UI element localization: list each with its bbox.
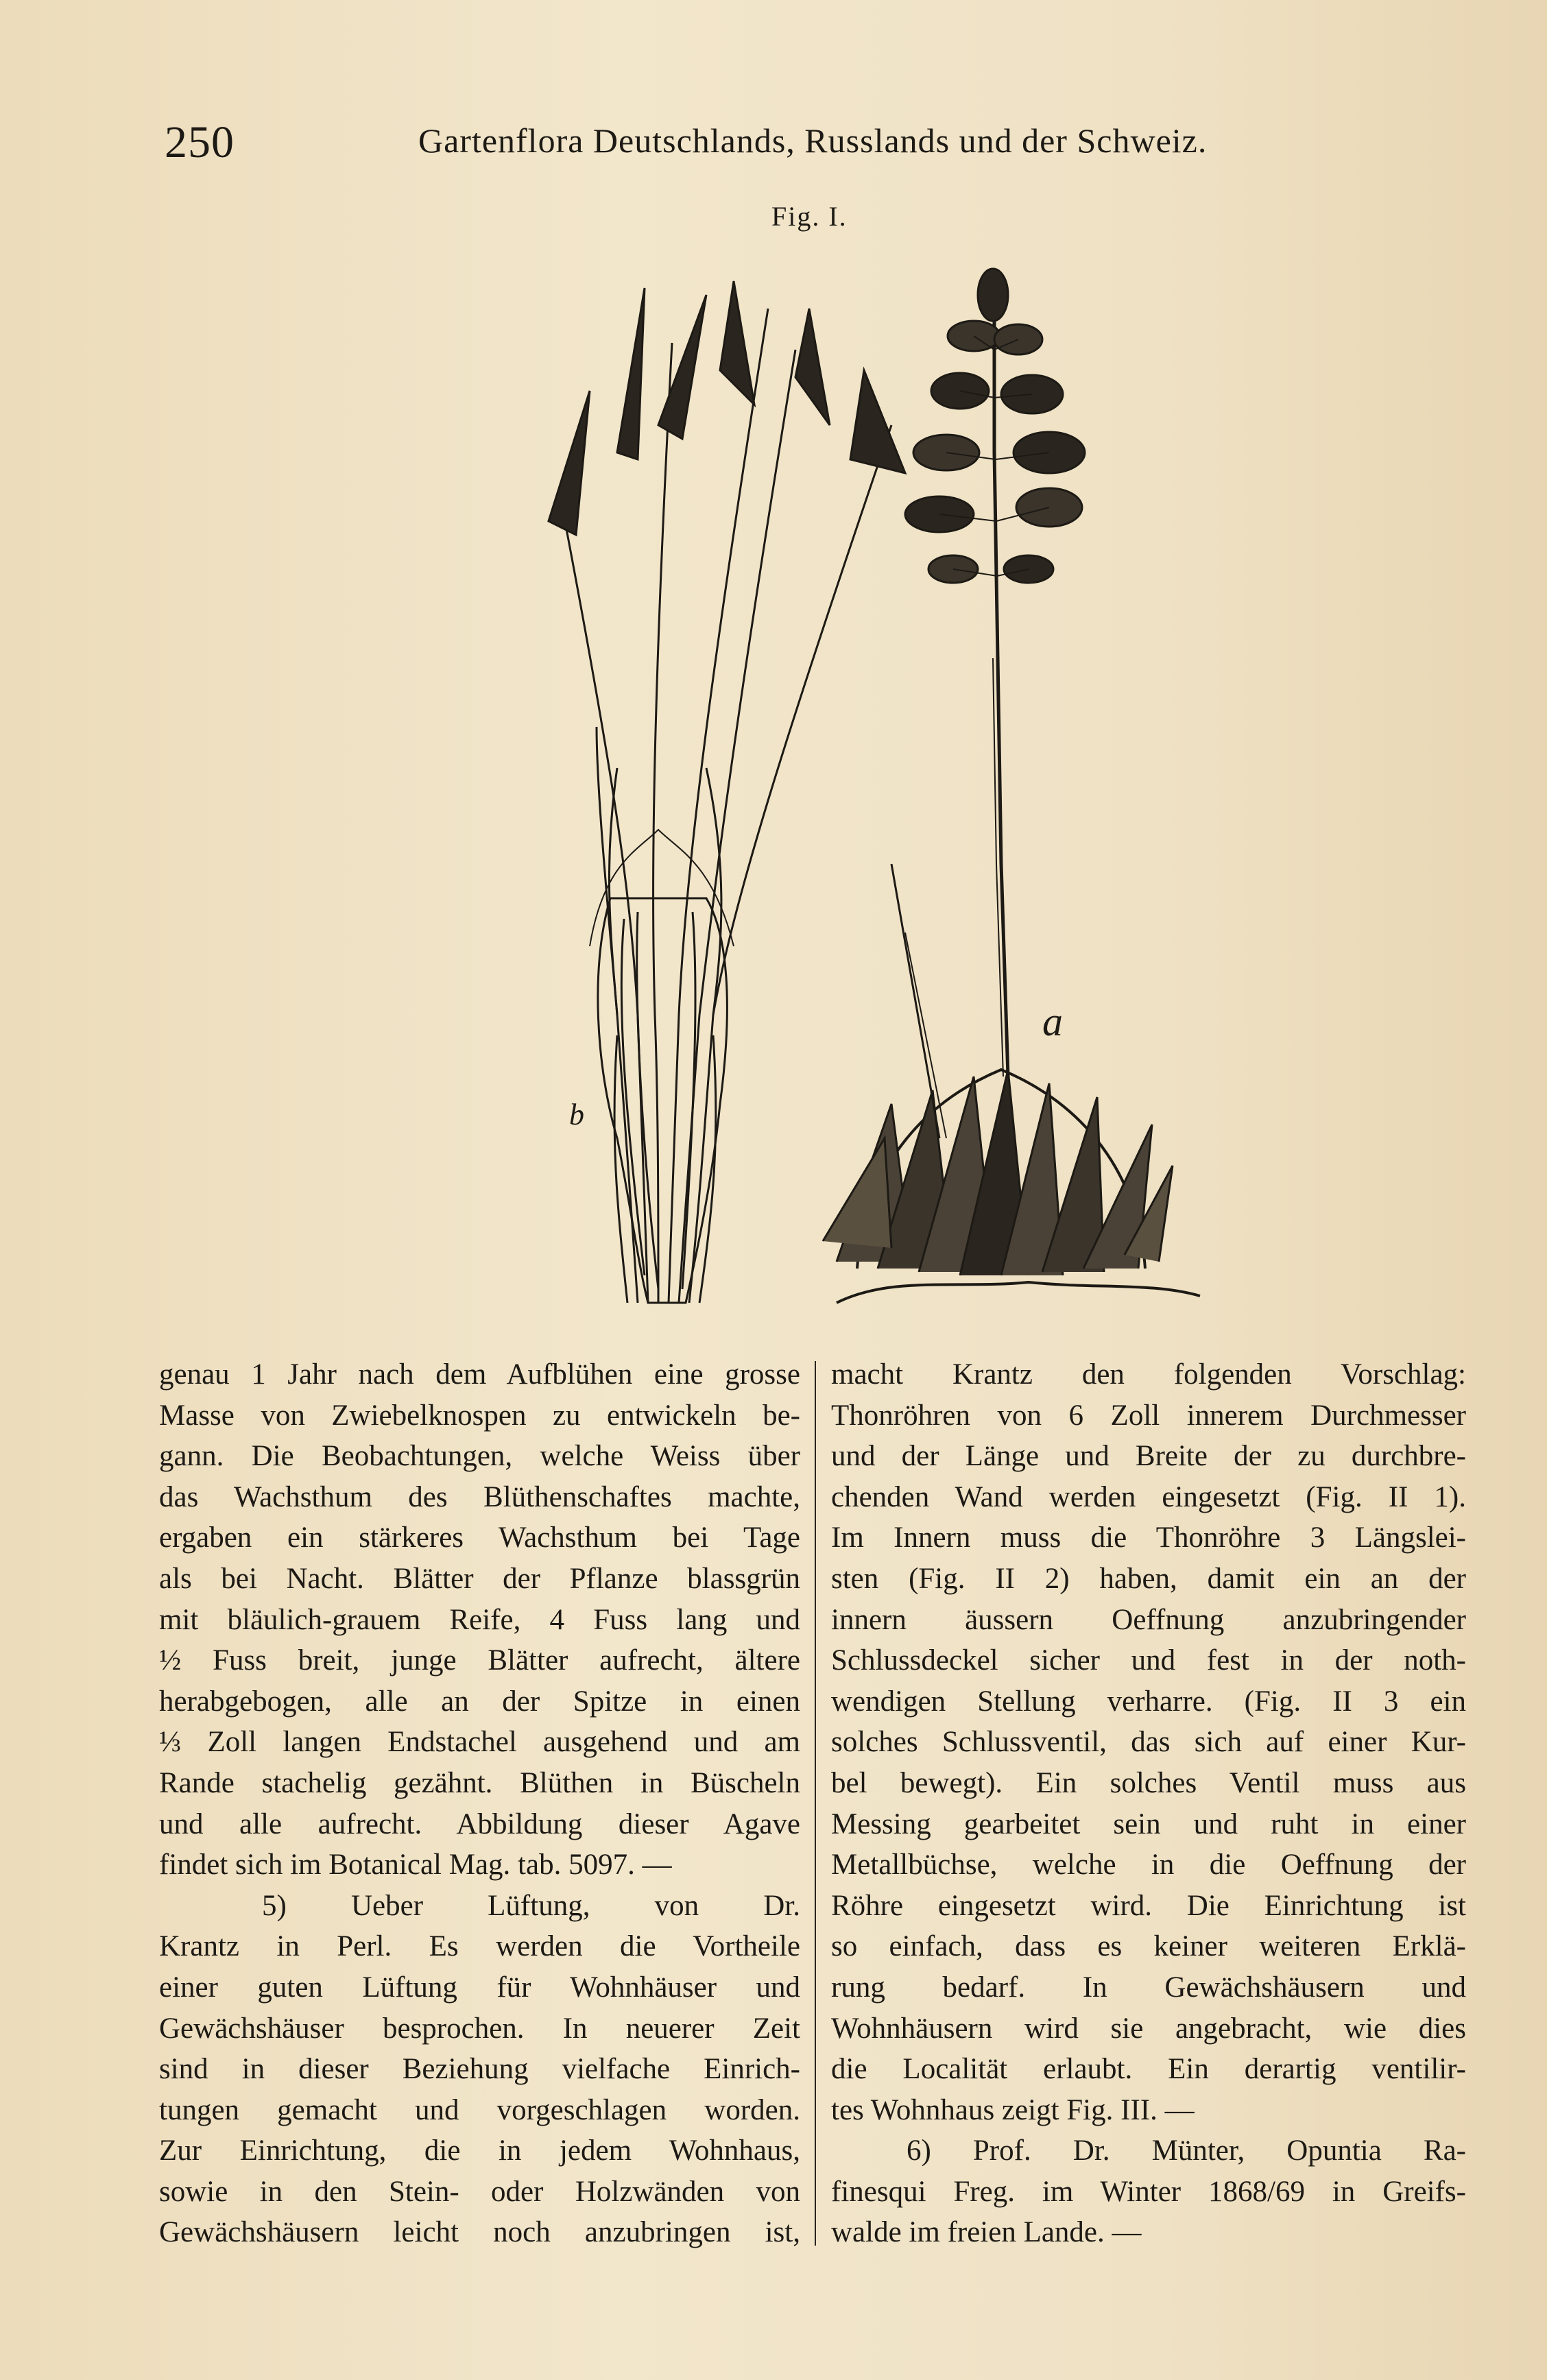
text-line: die Localität erlaubt. Ein derartig ventilir- — [831, 2053, 1466, 2086]
marker-a: a — [1042, 999, 1063, 1044]
text-line: tungen gemacht und vorgeschlagen worden. — [159, 2093, 800, 2126]
text-line: herabgebogen, alle an der Spitze in einen — [159, 1685, 800, 1718]
text-line: macht Krantz den folgenden Vorschlag: — [831, 1358, 1466, 1391]
text-line: chenden Wand werden eingesetzt (Fig. II 1). — [831, 1480, 1466, 1513]
text-line: als bei Nacht. Blätter der Pflanze blassgrün — [159, 1562, 800, 1595]
text-line: wendigen Stellung verharre. (Fig. II 3 ein — [831, 1685, 1466, 1718]
text-line: ½ Fuss breit, junge Blätter aufrecht, ältere — [159, 1644, 800, 1677]
agave-drawing — [411, 247, 1207, 1323]
text-line: tes Wohnhaus zeigt Fig. III. — — [831, 2093, 1195, 2126]
running-title: Gartenflora Deutschlands, Russlands und der Schweiz. — [418, 121, 1208, 160]
text-line: das Wachsthum des Blüthenschaftes machte, — [159, 1480, 800, 1513]
text-line: und der Länge und Breite der zu durchbre- — [831, 1440, 1466, 1473]
text-line: Krantz in Perl. Es werden die Vortheile — [159, 1930, 800, 1963]
text-line: sind in dieser Beziehung vielfache Einrich- — [159, 2053, 800, 2086]
text-line: Zur Einrichtung, die in jedem Wohnhaus, — [159, 2135, 800, 2167]
figure-label: Fig. I. — [771, 201, 848, 232]
bulb-leaves-drawing — [549, 281, 905, 1303]
text-line: Messing gearbeitet sein und ruht in einer — [831, 1807, 1466, 1840]
text-line: walde im freien Lande. — — [831, 2216, 1142, 2249]
text-line: mit bläulich-grauem Reife, 4 Fuss lang und — [159, 1603, 800, 1636]
text-line: genau 1 Jahr nach dem Aufblühen eine grosse — [159, 1358, 800, 1391]
text-line: finesqui Freg. im Winter 1868/69 in Greifs- — [831, 2175, 1466, 2208]
text-line: Wohnhäusern wird sie angebracht, wie dies — [831, 2012, 1466, 2045]
text-line: Schlussdeckel sicher und fest in der noth- — [831, 1644, 1466, 1677]
text-line: Im Innern muss die Thonröhre 3 Längslei- — [831, 1522, 1466, 1554]
text-line: sowie in den Stein- oder Holzwänden von — [159, 2175, 800, 2208]
text-line: Gewächshäusern leicht noch anzubringen ist, — [159, 2216, 800, 2249]
text-line: Rande stachelig gezähnt. Blüthen in Büscheln — [159, 1766, 800, 1799]
text-line: ergaben ein stärkeres Wachsthum bei Tage — [159, 1522, 800, 1554]
text-line: bel bewegt). Ein solches Ventil muss aus — [831, 1766, 1466, 1799]
section-heading-line: 5) Ueber Lüftung, von Dr. — [262, 1889, 800, 1922]
text-line: und alle aufrecht. Abbildung dieser Agave — [159, 1807, 800, 1840]
page-header — [165, 117, 1234, 171]
left-column — [159, 1354, 800, 2253]
text-line: Röhre eingesetzt wird. Die Einrichtung ist — [831, 1889, 1466, 1922]
text-line: Metallbüchse, welche in die Oeffnung der — [831, 1849, 1466, 1882]
page-number: 250 — [165, 117, 235, 167]
text-line: rung bedarf. In Gewächshäusern und — [831, 1971, 1466, 2004]
text-line: ⅓ Zoll langen Endstachel ausgehend und am — [159, 1726, 800, 1759]
text-line: innern äussern Oeffnung anzubringender — [831, 1603, 1466, 1636]
agave-illustration — [411, 247, 1207, 1323]
text-line: einer guten Lüftung für Wohnhäuser und — [159, 1971, 800, 2004]
text-line: solches Schlussventil, das sich auf einer Kur- — [831, 1726, 1466, 1759]
marker-b: b — [569, 1098, 584, 1131]
text-line: gann. Die Beobachtungen, welche Weiss über — [159, 1440, 800, 1473]
text-line: so einfach, dass es keiner weiteren Erklä- — [831, 1930, 1466, 1963]
column-divider — [815, 1361, 816, 2246]
text-line: findet sich im Botanical Mag. tab. 5097. — — [159, 1849, 672, 1882]
text-line: Thonröhren von 6 Zoll innerem Durchmesser — [831, 1399, 1466, 1432]
section-heading-line: 6) Prof. Dr. Münter, Opuntia Ra- — [907, 2135, 1466, 2167]
text-line: sten (Fig. II 2) haben, damit ein an der — [831, 1562, 1466, 1595]
right-column — [831, 1354, 1466, 2253]
text-line: Gewächshäuser besprochen. In neuerer Zeit — [159, 2012, 800, 2045]
text-line: Masse von Zwiebelknospen zu entwickeln be- — [159, 1399, 800, 1432]
